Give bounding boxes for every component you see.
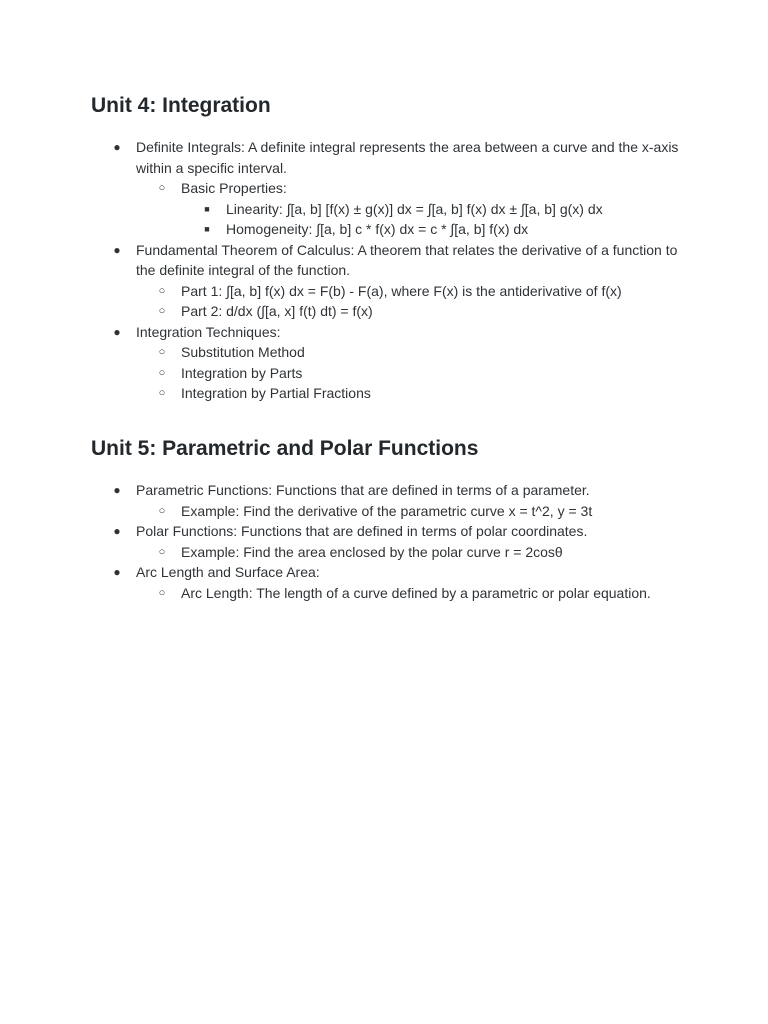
list-item-text: Arc Length and Surface Area: (136, 564, 320, 580)
list-item-definite-integrals (91, 137, 691, 240)
list-item-parametric-example (136, 501, 691, 522)
list-item-text: Fundamental Theorem of Calculus: A theorem that relates the derivative of a function to the definite integral of the function. (136, 241, 678, 278)
list-item-by-parts (136, 363, 691, 384)
filled-circle-bullet-icon: ● (113, 140, 121, 154)
list-item-polar-example (136, 542, 691, 563)
hollow-circle-bullet-icon: ○ (158, 387, 166, 399)
hollow-circle-bullet-icon: ○ (158, 346, 166, 358)
square-bullet-icon: ■ (204, 203, 210, 214)
list-item-text: Part 1: ∫[a, b] f(x) dx = F(b) - F(a), where F(x) is the antiderivative of f(x) (181, 282, 622, 299)
list-item-text: Basic Properties: (181, 180, 287, 196)
list-item-homogeneity (181, 219, 691, 240)
list-item-partial-fractions (136, 383, 691, 404)
list-item-arc-length-surface-area (91, 562, 691, 603)
bullet-list (91, 480, 691, 603)
hollow-circle-bullet-icon: ○ (158, 305, 166, 317)
list-item-text: Substitution Method (181, 344, 305, 360)
list-item-parametric-functions (91, 480, 691, 521)
section-heading-unit-5: Unit 5: Parametric and Polar Functions (91, 437, 479, 460)
hollow-circle-bullet-icon: ○ (158, 366, 166, 379)
filled-circle-bullet-icon: ● (113, 483, 121, 497)
hollow-circle-bullet-icon: ○ (158, 504, 166, 517)
sub-list (136, 281, 691, 322)
list-item-text: Homogeneity: ∫[a, b] c * f(x) dx = c * ∫[a, b] f(x) dx (226, 221, 529, 237)
list-item-text: Integration by Partial Fractions (181, 385, 371, 401)
filled-circle-bullet-icon: ● (113, 565, 121, 579)
list-item-part-1 (136, 281, 691, 302)
bullet-list (91, 137, 691, 404)
sub-list (136, 542, 691, 563)
list-item-text: Integration Techniques: (136, 323, 281, 340)
list-item-fundamental-theorem (91, 240, 691, 322)
hollow-circle-bullet-icon: ○ (158, 182, 166, 194)
hollow-circle-bullet-icon: ○ (158, 545, 166, 558)
hollow-circle-bullet-icon: ○ (158, 284, 166, 297)
list-item-text: Definite Integrals: A definite integral represents the area between a curve and the x-axis within a specific interval. (136, 139, 679, 176)
list-item-substitution (136, 342, 691, 363)
sub-list (136, 178, 691, 240)
list-item-part-2 (136, 301, 691, 322)
list-item-polar-functions (91, 521, 691, 562)
sub-list (136, 342, 691, 404)
list-item-text: Part 2: d/dx (∫[a, x] f(t) dt) = f(x) (181, 303, 373, 319)
list-item-integration-techniques (91, 322, 691, 404)
sub-list (136, 583, 691, 604)
list-item-text: Linearity: ∫[a, b] [f(x) ± g(x)] dx = ∫[a, b] f(x) dx ± ∫[a, b] g(x) dx (226, 200, 603, 217)
filled-circle-bullet-icon: ● (113, 324, 121, 339)
square-bullet-icon: ■ (204, 224, 210, 234)
section-heading-unit-4: Unit 4: Integration (91, 94, 271, 117)
filled-circle-bullet-icon: ● (113, 242, 121, 257)
list-item-text: Example: Find the derivative of the parametric curve x = t^2, y = 3t (181, 502, 593, 519)
filled-circle-bullet-icon: ● (113, 524, 121, 538)
list-item-text: Parametric Functions: Functions that are defined in terms of a parameter. (136, 482, 590, 498)
hollow-circle-bullet-icon: ○ (158, 586, 166, 599)
section-unit-4 (91, 92, 691, 404)
list-item-text: Example: Find the area enclosed by the polar curve r = 2cosθ (181, 543, 563, 560)
section-unit-5 (91, 435, 691, 603)
sub-sub-list (181, 199, 691, 240)
list-item-text: Polar Functions: Functions that are defined in terms of polar coordinates. (136, 523, 588, 539)
list-item-basic-properties (136, 178, 691, 240)
sub-list (136, 501, 691, 522)
list-item-text: Integration by Parts (181, 364, 303, 381)
list-item-linearity (181, 199, 691, 220)
list-item-arc-length (136, 583, 691, 604)
list-item-text: Arc Length: The length of a curve defined by a parametric or polar equation. (181, 584, 651, 601)
